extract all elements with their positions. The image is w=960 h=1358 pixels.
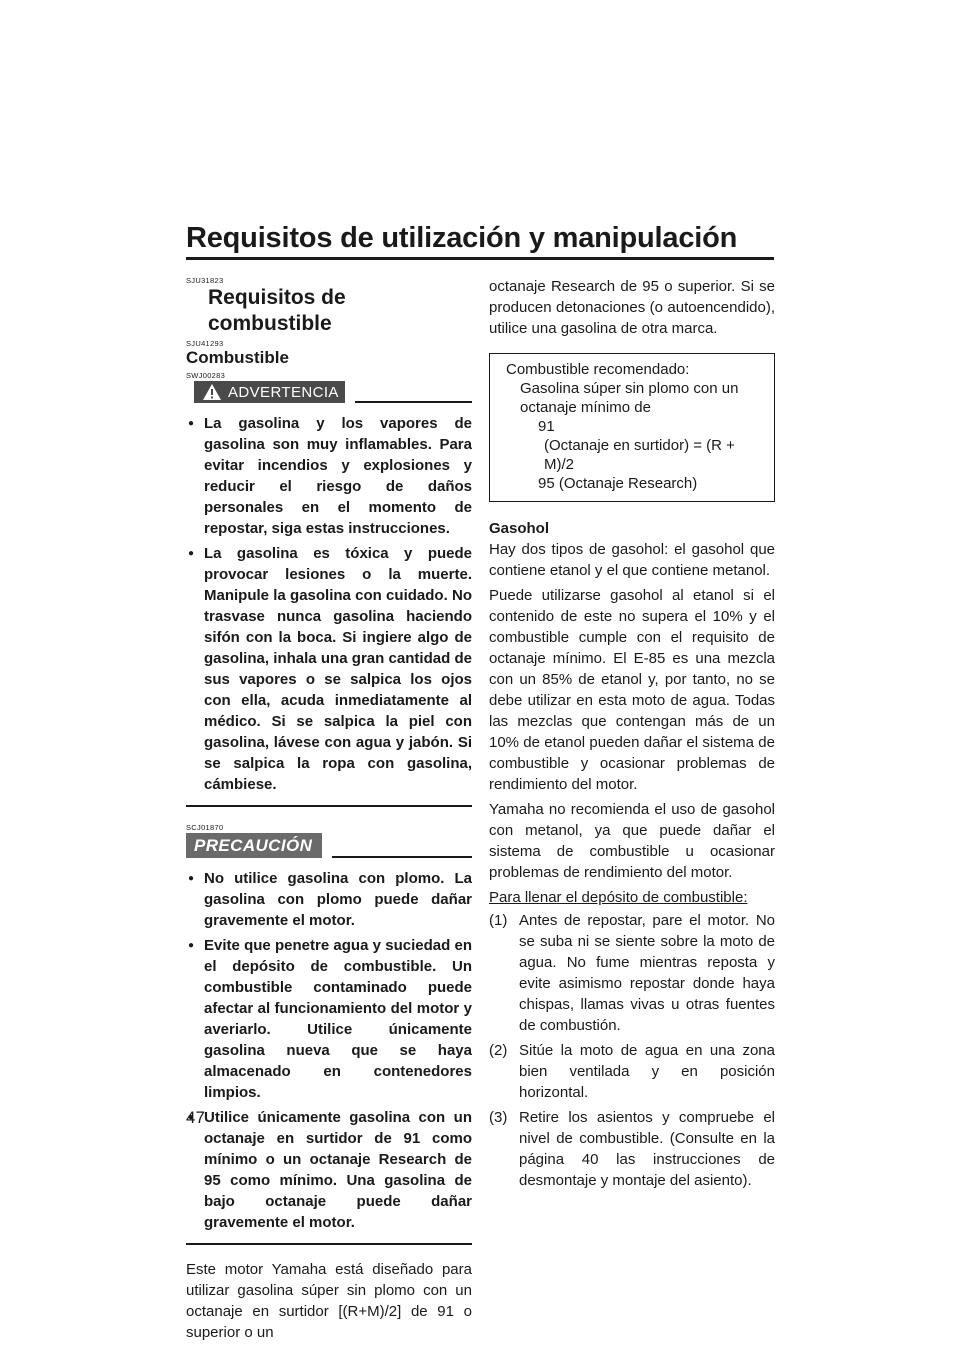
step-item: [489, 1107, 775, 1191]
box-line: Combustible recomendado:: [506, 361, 690, 378]
box-line: (Octanaje en surtidor) = (R + M)/2: [544, 437, 735, 473]
warning-end-rule: [186, 805, 472, 807]
caution-header-rule: [332, 856, 472, 858]
fill-steps: [489, 910, 775, 1191]
warning-list: [186, 413, 472, 795]
caution-label: PRECAUCIÓN: [186, 833, 322, 858]
gasohol-title: Gasohol: [489, 520, 550, 537]
subsection-code: SJU41293: [186, 339, 224, 348]
step-item: [489, 910, 775, 1036]
recommended-fuel-box: [489, 353, 775, 502]
step-number: (3): [489, 1109, 508, 1126]
gasohol-paragraph: Yamaha no recomienda el uso de gasohol con metanol, ya que puede dañar el sistema de combustible u ocasionar problemas de rendimiento del motor.: [489, 801, 775, 881]
caution-item: ● Utilice únicamente gasolina con un octanaje en surtidor de 91 como mínimo o un octanaje Research de 95 como mínimo. Una gasolina de bajo octanaje puede dañar gravemente el motor.: [186, 1107, 472, 1233]
warning-triangle-icon: [202, 383, 222, 401]
section-title: Requisitos de combustible: [208, 286, 346, 335]
caution-item: ● No utilice gasolina con plomo. La gasolina con plomo puede dañar gravemente el motor.: [186, 868, 472, 931]
fill-procedure-title: Para llenar el depósito de combustible:: [489, 889, 748, 906]
gasohol-paragraph: Hay dos tipos de gasohol: el gasohol que contiene etanol y el que contiene metanol.: [489, 541, 775, 579]
box-line: Gasolina súper sin plomo con un octanaje mínimo de: [520, 380, 739, 416]
subsection-title: Combustible: [186, 348, 289, 367]
page-number: 47: [186, 1108, 205, 1127]
left-column: [186, 276, 472, 1347]
caution-item: ● Evite que penetre agua y suciedad en el depósito de combustible. Un combustible contaminado puede afectar al funcionamiento del motor y averiarlo. Utilice únicamente gasolina nueva que se haya almacenado en contenedores limpios.: [186, 935, 472, 1103]
caution-header: [186, 833, 472, 858]
warning-item: ● La gasolina y los vapores de gasolina son muy inflamables. Para evitar incendios y explosiones y reducir el riesgo de daños personales en el momento de repostar, siga estas instrucciones.: [186, 413, 472, 539]
step-number: (2): [489, 1042, 508, 1059]
caution-end-rule: [186, 1243, 472, 1245]
warning-item: ● La gasolina es tóxica y puede provocar lesiones o la muerte. Manipule la gasolina con cuidado. No trasvase nunca gasolina haciendo sifón con la boca. Si ingiere algo de gasolina, inhala una gran cantidad de sus vapores o se salpica los ojos con ella, acuda inmediatamente al médico. Si se salpica la piel con gasolina, lávese con agua y jabón. Si se salpica la ropa con gasolina, cámbiese.: [186, 543, 472, 795]
step-text: Retire los asientos y compruebe el nivel de combustible. (Consulte en la página 40 las instrucciones de desmontaje y montaje del asiento).: [519, 1109, 775, 1189]
title-rule: [186, 257, 774, 260]
gasohol-paragraph: Puede utilizarse gasohol al etanol si el contenido de este no supera el 10% y el combustible cumple con el requisito de octanaje mínimo. El E-85 es una mezcla con un 85% de etanol y, por tanto, no se debe utilizar en esta moto de agua. Todas las mezclas que contengan más de un 10% de etanol pueden dañar el sistema de combustible y ocasionar problemas de rendimiento del motor.: [489, 587, 775, 793]
caution-code: SCJ01870: [186, 823, 224, 832]
right-column: [489, 276, 775, 1195]
page-title: Requisitos de utilización y manipulación: [186, 222, 738, 254]
warning-header: [186, 381, 472, 403]
continued-paragraph: octanaje Research de 95 o superior. Si se producen detonaciones (o autoencendido), utilice una gasolina de otra marca.: [489, 278, 775, 337]
step-text: Sitúe la moto de agua en una zona bien ventilada y en posición horizontal.: [519, 1042, 775, 1101]
warning-header-rule: [355, 401, 472, 403]
step-number: (1): [489, 912, 508, 929]
box-line: 91: [538, 418, 555, 435]
caution-list: [186, 868, 472, 1233]
warning-code: SWJ00283: [186, 371, 226, 380]
box-line: 95 (Octanaje Research): [538, 475, 698, 492]
body-paragraph: Este motor Yamaha está diseñado para utilizar gasolina súper sin plomo con un octanaje en surtidor [(R+M)/2] de 91 o superior o un: [186, 1261, 472, 1341]
step-text: Antes de repostar, pare el motor. No se suba ni se siente sobre la moto de agua. No fume mientras reposta y evite asimismo repostar donde haya chispas, llamas vivas u otras fuentes de combustión.: [519, 912, 775, 1034]
step-item: [489, 1040, 775, 1103]
warning-label-text: ADVERTENCIA: [228, 383, 339, 401]
section-code: SJU31823: [186, 276, 224, 285]
warning-label: [194, 381, 345, 403]
